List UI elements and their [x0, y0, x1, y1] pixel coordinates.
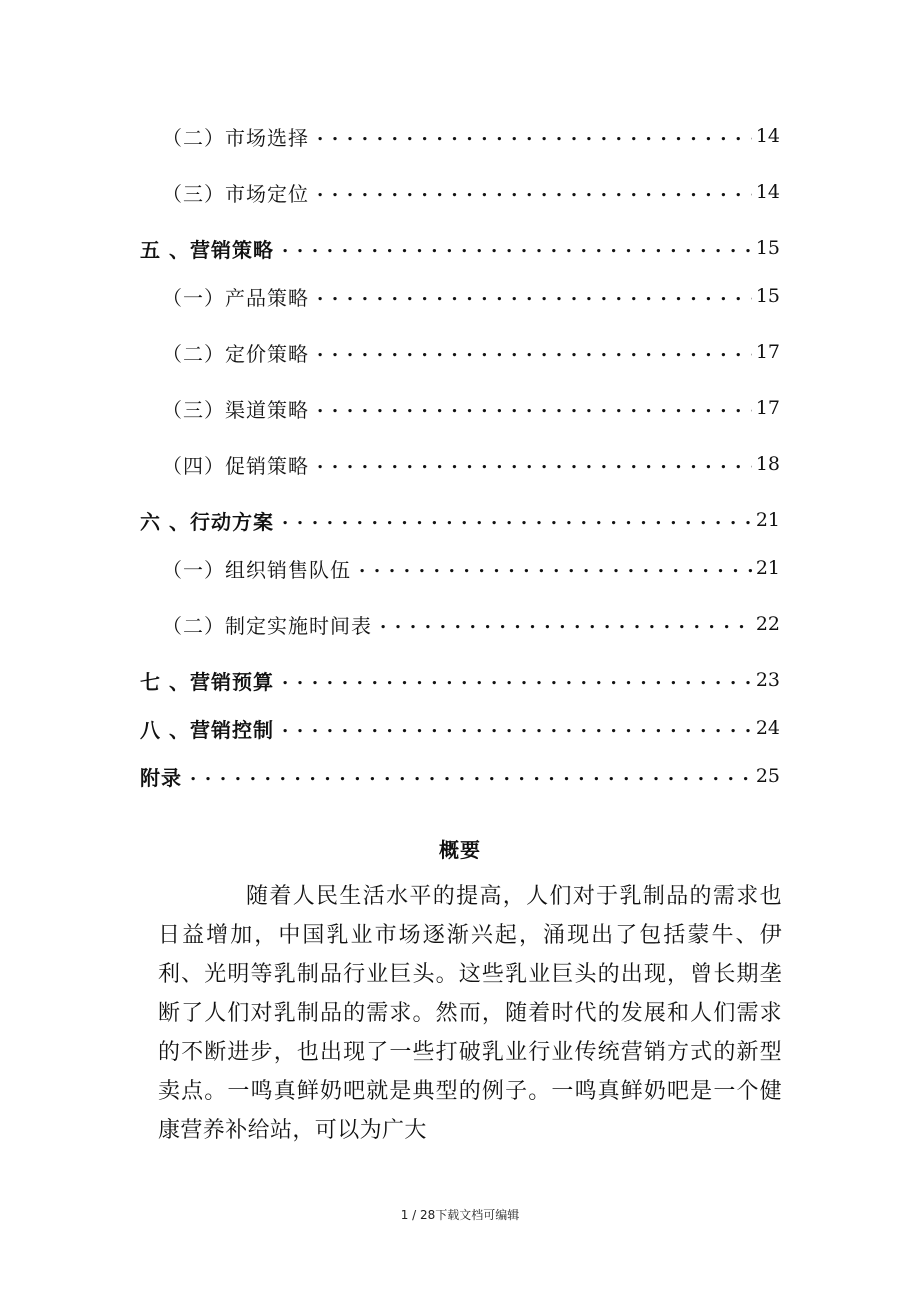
toc-entry[interactable]: [162, 392, 780, 424]
toc-dot-leader: [282, 664, 752, 696]
toc-page-number: 15: [755, 285, 780, 307]
toc-entry[interactable]: [162, 448, 780, 480]
toc-entry-title: （一）产品策略: [162, 285, 309, 310]
toc-entry-title: 六 、行动方案: [140, 509, 274, 534]
toc-page-number: 15: [755, 237, 780, 259]
toc-dot-leader: [317, 448, 752, 480]
toc-entry[interactable]: [162, 608, 780, 640]
toc-entry-title: 八 、营销控制: [140, 717, 274, 742]
toc-page-number: 24: [755, 717, 780, 739]
toc-entry[interactable]: [162, 120, 780, 152]
toc-dot-leader: [359, 552, 752, 584]
toc-entry-title: 七 、营销预算: [140, 669, 274, 694]
summary-paragraph: 随着人民生活水平的提高，人们对于乳制品的需求也日益增加，中国乳业市场逐渐兴起，涌现出了包括蒙牛、伊利、光明等乳制品行业巨头。这些乳业巨头的出现，曾长期垄断了人们对乳制品的需求。然而，随着时代的发展和人们需求的不断进步，也出现了一些打破乳业行业传统营销方式的新型卖点。一鸣真鲜奶吧就是典型的例子。一鸣真鲜奶吧是一个健康营养补给站，可以为广大: [158, 884, 782, 1143]
toc-entry[interactable]: [140, 712, 780, 744]
toc-dot-leader: [317, 336, 752, 368]
toc-dot-leader: [317, 176, 752, 208]
toc-dot-leader: [282, 232, 752, 264]
toc-entry[interactable]: [162, 336, 780, 368]
toc-entry-title: （四）促销策略: [162, 453, 309, 478]
toc-entry-title: （一）组织销售队伍: [162, 557, 351, 582]
toc-dot-leader: [282, 712, 752, 744]
toc-dot-leader: [380, 608, 752, 640]
toc-page-number: 23: [755, 669, 780, 691]
toc-entry[interactable]: [140, 664, 780, 696]
toc-page-number: 18: [755, 453, 780, 475]
toc-entry-title: （二）定价策略: [162, 341, 309, 366]
toc-page-number: 17: [755, 397, 780, 419]
toc-entry-title: （三）市场定位: [162, 181, 309, 206]
toc-page-number: 14: [755, 181, 780, 203]
toc-entry-title: （二）市场选择: [162, 125, 309, 150]
toc-entry[interactable]: [140, 760, 780, 792]
toc-entry[interactable]: [162, 552, 780, 584]
summary-heading: 概要: [439, 838, 481, 862]
toc-entry-title: 五 、营销策略: [140, 237, 274, 262]
toc-entry[interactable]: [140, 232, 780, 264]
toc-entry[interactable]: [162, 176, 780, 208]
toc-page-number: 14: [755, 125, 780, 147]
toc-dot-leader: [317, 280, 752, 312]
toc-page-number: 21: [755, 557, 780, 579]
toc-entry-title: （三）渠道策略: [162, 397, 309, 422]
toc-dot-leader: [317, 392, 752, 424]
toc-dot-leader: [190, 760, 752, 792]
toc-page-number: 17: [755, 341, 780, 363]
toc-dot-leader: [282, 504, 752, 536]
toc-page-number: 22: [755, 613, 780, 635]
toc-page-number: 25: [755, 765, 780, 787]
toc-entry-title: （二）制定实施时间表: [162, 613, 372, 638]
toc-entry[interactable]: [140, 504, 780, 536]
toc-page-number: 21: [755, 509, 780, 531]
toc-entry[interactable]: [162, 280, 780, 312]
toc-dot-leader: [317, 120, 752, 152]
toc-entry-title: 附录: [140, 765, 182, 790]
page-footer: 1 / 28下载文档可编辑: [400, 1208, 520, 1222]
